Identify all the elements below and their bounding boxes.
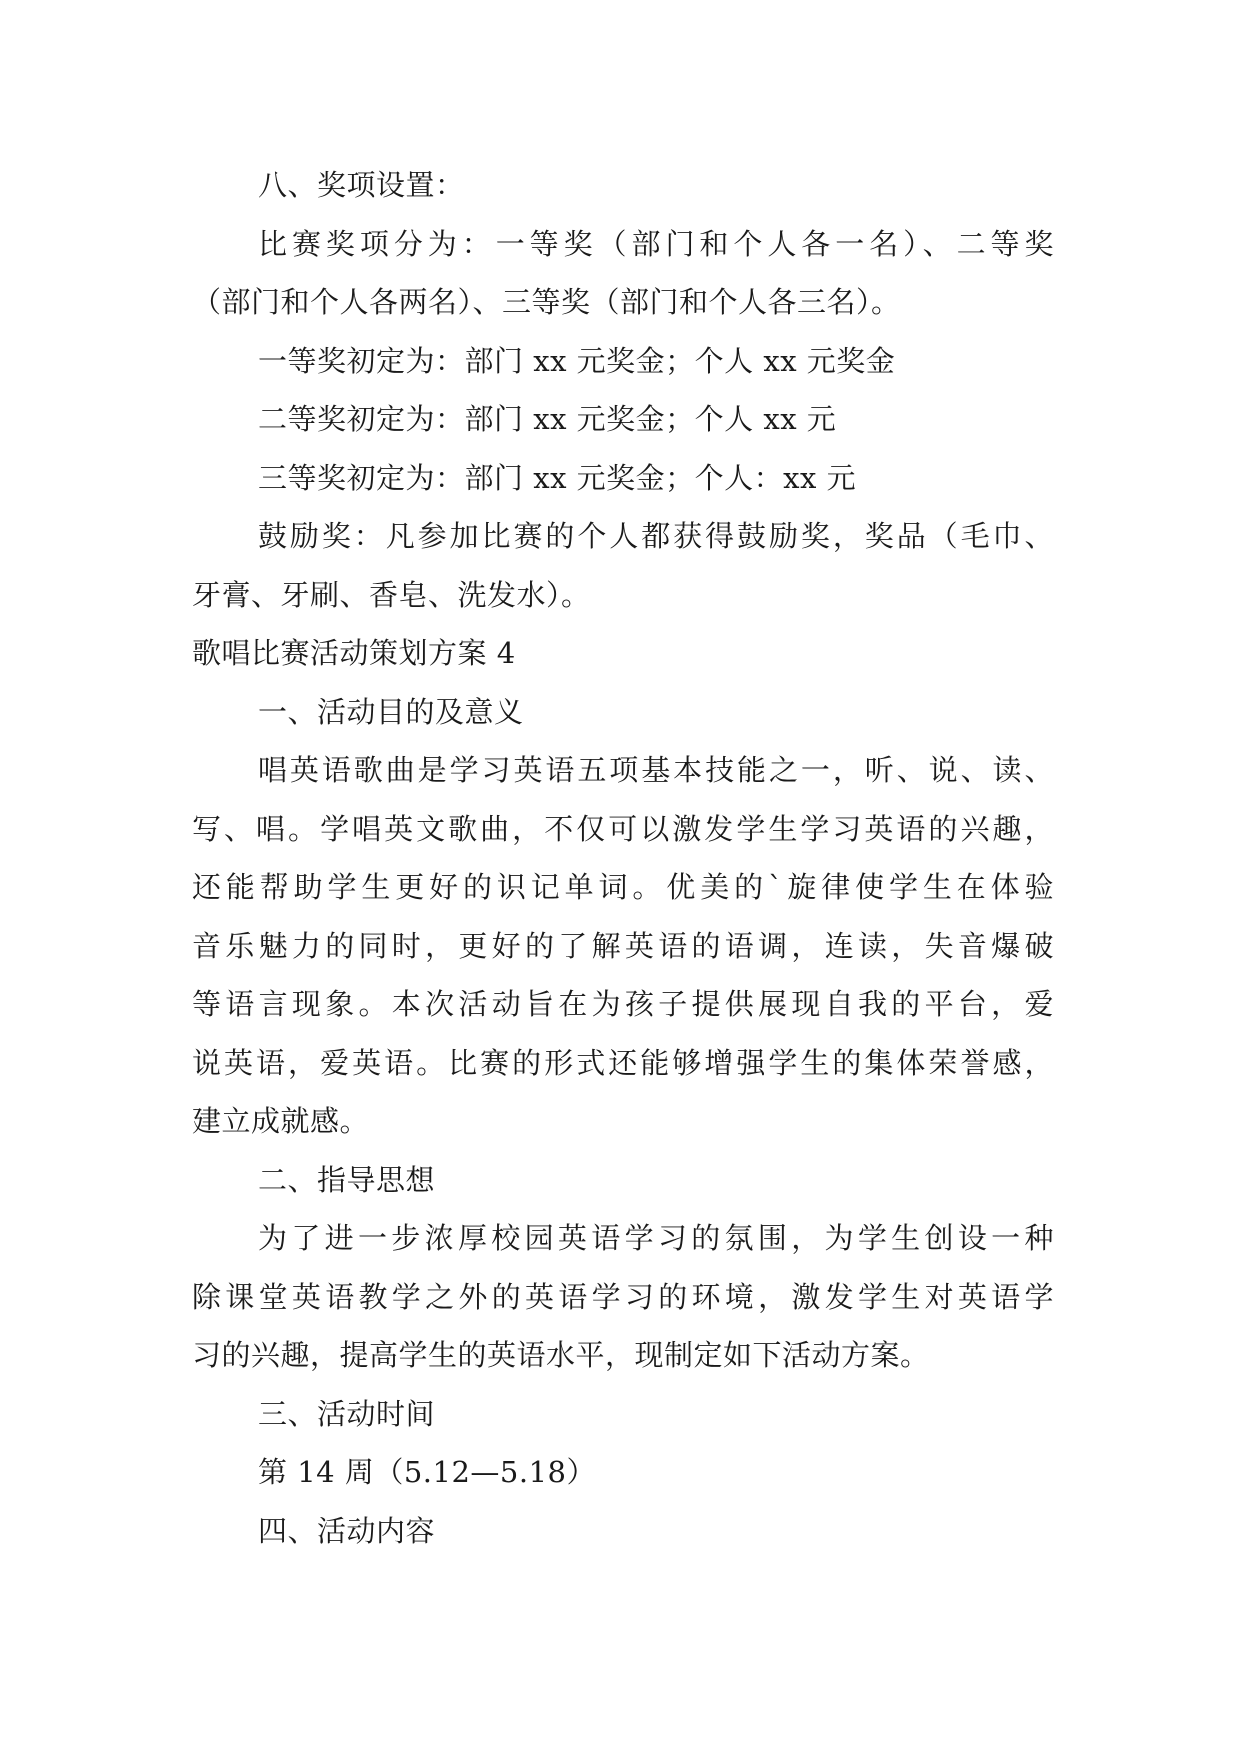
section-heading-guiding-thought: 二、指导思想: [258, 1162, 436, 1197]
paragraph-line: 写、唱。学唱英文歌曲，不仅可以激发学生学习英语的兴趣，: [192, 811, 1054, 846]
section-heading-purpose: 一、活动目的及意义: [258, 694, 524, 729]
paragraph-line: 习的兴趣，提高学生的英语水平，现制定如下活动方案。: [192, 1338, 930, 1372]
paragraph-line: 等语言现象。本次活动旨在为孩子提供展现自我的平台，爱: [192, 987, 1054, 1021]
paragraph-line: 还能帮助学生更好的识记单词。优美的`旋律使学生在体验: [192, 870, 1054, 904]
paragraph-line: 三等奖初定为：部门 xx 元奖金；个人：xx 元: [258, 460, 857, 495]
section-heading-awards: 八、奖项设置：: [258, 168, 465, 202]
paragraph-line: 比赛奖项分为：一等奖（部门和个人各一名）、二等奖: [258, 226, 1054, 261]
paragraph-line: 为了进一步浓厚校园英语学习的氛围，为学生创设一种: [258, 1221, 1054, 1255]
paragraph-line: 鼓励奖：凡参加比赛的个人都获得鼓励奖，奖品（毛巾、: [258, 519, 1054, 553]
paragraph-line: （部门和个人各两名）、三等奖（部门和个人各三名）。: [192, 285, 901, 319]
paragraph-line: 第 14 周（5.12—5.18）: [258, 1455, 596, 1489]
paragraph-line: 唱英语歌曲是学习英语五项基本技能之一，听、说、读、: [258, 753, 1054, 787]
document-title: 歌唱比赛活动策划方案 4: [192, 636, 516, 670]
paragraph-line: 牙膏、牙刷、香皂、洗发水）。: [192, 577, 591, 612]
paragraph-line: 一等奖初定为：部门 xx 元奖金；个人 xx 元奖金: [258, 343, 896, 378]
section-heading-content: 四、活动内容: [258, 1513, 436, 1548]
section-heading-time: 三、活动时间: [258, 1396, 436, 1431]
paragraph-line: 除课堂英语教学之外的英语学习的环境，激发学生对英语学: [192, 1279, 1054, 1314]
document-body: [192, 156, 1054, 1560]
paragraph-line: 二等奖初定为：部门 xx 元奖金；个人 xx 元: [258, 402, 837, 436]
paragraph-line: 建立成就感。: [192, 1104, 370, 1138]
paragraph-line: 音乐魅力的同时，更好的了解英语的语调，连读，失音爆破: [192, 928, 1054, 963]
paragraph-line: 说英语，爱英语。比赛的形式还能够增强学生的集体荣誉感，: [192, 1045, 1054, 1080]
